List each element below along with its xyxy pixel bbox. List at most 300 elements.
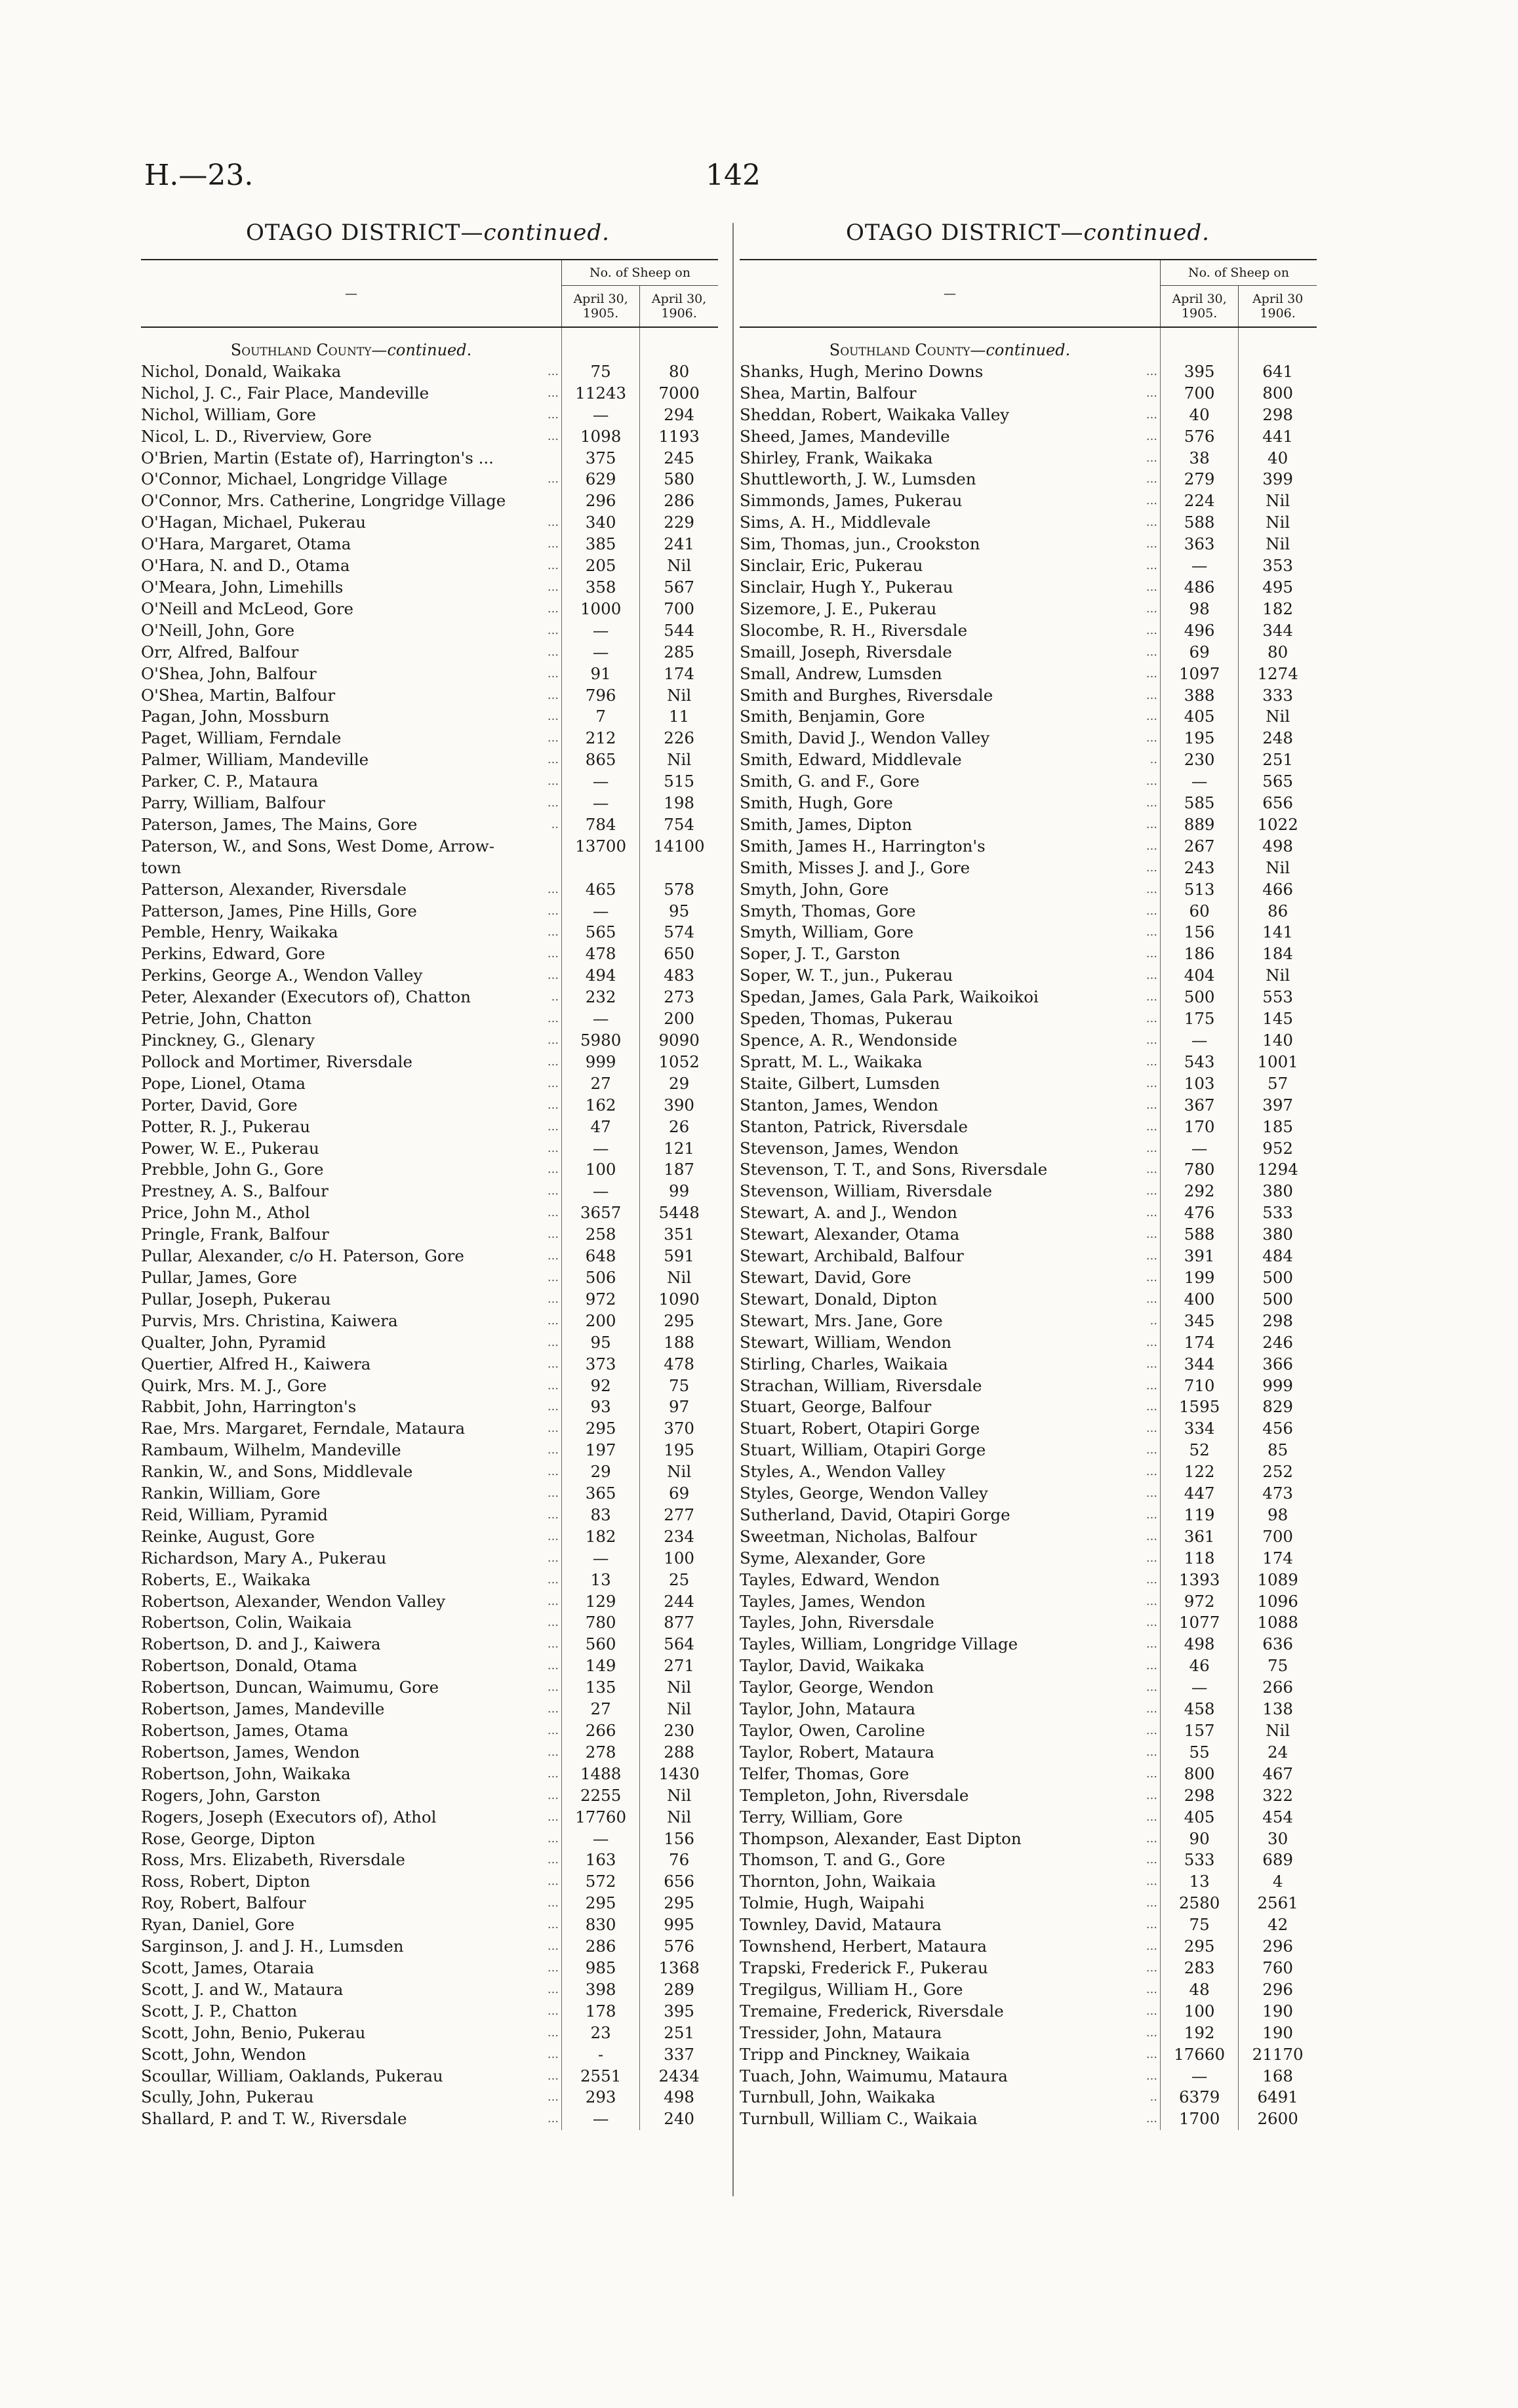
sheep-1905: 6379 bbox=[1161, 2087, 1239, 2108]
table-row bbox=[740, 1720, 1317, 1742]
leader-dots: ... bbox=[547, 1724, 559, 1737]
table-row bbox=[141, 1612, 718, 1634]
sheep-1905: 170 bbox=[1161, 1116, 1239, 1138]
table-row bbox=[141, 965, 718, 987]
leader-dots: ... bbox=[1146, 947, 1158, 961]
sheep-1906: 251 bbox=[1239, 749, 1317, 771]
sheep-1905: 1700 bbox=[1161, 2108, 1239, 2130]
table-row bbox=[141, 1505, 718, 1526]
holder-name: Stanton, Patrick, Riversdale bbox=[740, 1116, 969, 1136]
holder-name: Scott, John, Benio, Pukerau bbox=[141, 2023, 366, 2042]
holder-name: Sim, Thomas, jun., Crookston bbox=[740, 534, 980, 554]
sheep-1905: — bbox=[1161, 2066, 1239, 2087]
table-row bbox=[740, 685, 1317, 707]
table-row bbox=[141, 771, 718, 793]
table-row bbox=[141, 469, 718, 490]
leader-dots: ... bbox=[547, 1400, 559, 1414]
name-column-header: — bbox=[141, 260, 562, 327]
table-row bbox=[141, 1569, 718, 1591]
sheep-1906: 1274 bbox=[1239, 663, 1317, 685]
sheep-1906: 296 bbox=[1239, 1936, 1317, 1958]
sheep-1905: 298 bbox=[1161, 1785, 1239, 1807]
leader-dots: ... bbox=[1146, 1809, 1158, 1824]
holder-name: O'Meara, John, Limehills bbox=[141, 577, 344, 597]
sheep-1905: 498 bbox=[1161, 1634, 1239, 1655]
table-row bbox=[740, 1461, 1317, 1483]
sheep-1906: 1193 bbox=[640, 426, 718, 448]
leader-dots: ... bbox=[1146, 1012, 1158, 1026]
sheep-1906: Nil bbox=[640, 1267, 718, 1289]
sheep-1906: 185 bbox=[1239, 1116, 1317, 1138]
table-row bbox=[141, 1677, 718, 1699]
leader-dots: ... bbox=[547, 2112, 559, 2126]
sheep-1906: 591 bbox=[640, 1246, 718, 1267]
sheep-1906: 298 bbox=[1239, 1311, 1317, 1332]
sheep-1905: 149 bbox=[562, 1655, 640, 1677]
table-row bbox=[141, 383, 718, 405]
holder-name: Rabbit, John, Harrington's bbox=[141, 1397, 357, 1417]
holder-name: Stewart, Archibald, Balfour bbox=[740, 1246, 964, 1266]
sheep-1906: 700 bbox=[640, 599, 718, 620]
sheep-1905: 700 bbox=[1161, 383, 1239, 405]
sheep-1905: 972 bbox=[1161, 1591, 1239, 1613]
leader-dots: ... bbox=[547, 1313, 559, 1328]
sheep-1906: 240 bbox=[640, 2108, 718, 2130]
sheep-1905: 2255 bbox=[562, 1785, 640, 1807]
leader-dots: ... bbox=[547, 1270, 559, 1284]
table-row bbox=[141, 922, 718, 943]
leader-dots: ... bbox=[1146, 1141, 1158, 1155]
sheep-1906: 273 bbox=[640, 987, 718, 1008]
sheep-1906: 454 bbox=[1239, 1807, 1317, 1828]
holder-name: Ross, Robert, Dipton bbox=[141, 1872, 310, 1891]
leader-dots bbox=[545, 836, 561, 858]
leader-dots: ... bbox=[1146, 1702, 1158, 1716]
leader-dots: ... bbox=[547, 925, 559, 939]
holder-name: Templeton, John, Riversdale bbox=[740, 1785, 969, 1805]
holder-name: Smith, James, Dipton bbox=[740, 814, 912, 834]
sheep-1905: 985 bbox=[562, 1958, 640, 1979]
sheep-1905: 47 bbox=[562, 1116, 640, 1138]
sheep-1905: — bbox=[1161, 771, 1239, 793]
leader-dots: ... bbox=[547, 1637, 559, 1651]
leader-dots: ... bbox=[1146, 1206, 1158, 1220]
sheep-1906: 75 bbox=[640, 1375, 718, 1397]
sheep-1905: 103 bbox=[1161, 1073, 1239, 1095]
sheep-1905: 13 bbox=[1161, 1871, 1239, 1893]
leader-dots: ... bbox=[547, 1982, 559, 1996]
holder-name: Rose, George, Dipton bbox=[141, 1828, 315, 1848]
table-row bbox=[740, 1332, 1317, 1354]
holder-name: Townshend, Herbert, Mataura bbox=[740, 1937, 987, 1956]
holder-name: Tuach, John, Waimumu, Mataura bbox=[740, 2066, 1008, 2085]
leader-dots: ... bbox=[1146, 2025, 1158, 2040]
sheep-1905: 119 bbox=[1161, 1505, 1239, 1526]
table-row bbox=[740, 879, 1317, 901]
leader-dots: ... bbox=[547, 666, 559, 681]
holder-name: Robertson, Colin, Waikaia bbox=[141, 1613, 352, 1632]
leader-dots: ... bbox=[547, 1465, 559, 1479]
table-row bbox=[740, 901, 1317, 922]
holder-name: Rae, Mrs. Margaret, Ferndale, Mataura bbox=[141, 1419, 466, 1438]
sheep-1906: 246 bbox=[1239, 1332, 1317, 1354]
table-row bbox=[740, 1979, 1317, 2001]
page-number: 142 bbox=[706, 159, 761, 192]
leader-dots: ... bbox=[547, 2047, 559, 2061]
leader-dots: ... bbox=[1146, 1033, 1158, 1047]
holder-name: Ryan, Daniel, Gore bbox=[141, 1915, 295, 1935]
sheep-1905: 27 bbox=[562, 1699, 640, 1720]
holder-name: Spedan, James, Gala Park, Waikoikoi bbox=[740, 987, 1039, 1007]
sheep-1906: 2600 bbox=[1239, 2108, 1317, 2130]
holder-name: Smith and Burghes, Riversdale bbox=[740, 685, 993, 705]
table-row bbox=[141, 448, 718, 469]
holder-name: Smyth, Thomas, Gore bbox=[740, 901, 916, 920]
holder-name: Robertson, John, Waikaka bbox=[141, 1764, 351, 1783]
sheep-1906: 174 bbox=[1239, 1548, 1317, 1569]
sheep-1905: 90 bbox=[1161, 1828, 1239, 1850]
holder-name: Price, John M., Athol bbox=[141, 1203, 310, 1223]
sheep-1905: 230 bbox=[1161, 749, 1239, 771]
table-row bbox=[141, 577, 718, 599]
table-row bbox=[141, 1030, 718, 1052]
sheep-1906: 399 bbox=[1239, 469, 1317, 490]
sheep-1905: 195 bbox=[1161, 728, 1239, 749]
table-row bbox=[141, 1224, 718, 1246]
holder-name: Pinckney, G., Glenary bbox=[141, 1031, 315, 1050]
holder-name: Patterson, Alexander, Riversdale bbox=[141, 879, 407, 899]
holder-name: Nicol, L. D., Riverview, Gore bbox=[141, 426, 372, 446]
table-row bbox=[740, 1396, 1317, 1418]
table-row bbox=[141, 1699, 718, 1720]
county-subheading: Southland County—continued. bbox=[829, 341, 1071, 359]
holder-name: Soper, W. T., jun., Pukerau bbox=[740, 966, 953, 985]
sheep-1906: 121 bbox=[640, 1138, 718, 1160]
sheep-1906: 86 bbox=[1239, 901, 1317, 922]
holder-name: O'Neill and McLeod, Gore bbox=[141, 599, 354, 618]
table-row bbox=[141, 2108, 718, 2130]
left-table bbox=[141, 259, 718, 2130]
sheep-1906: 754 bbox=[640, 814, 718, 836]
sheep-1906: 230 bbox=[640, 1720, 718, 1742]
sheep-1905: — bbox=[1161, 1030, 1239, 1052]
table-row bbox=[740, 1095, 1317, 1116]
sheep-1906: 999 bbox=[1239, 1375, 1317, 1397]
table-row bbox=[740, 858, 1317, 879]
sheep-1905: 135 bbox=[562, 1677, 640, 1699]
leader-dots: ... bbox=[547, 774, 559, 789]
sheep-1905: — bbox=[562, 1138, 640, 1160]
leader-dots: .. bbox=[551, 817, 559, 831]
sheep-1905: 543 bbox=[1161, 1052, 1239, 1073]
sheep-1906: 2434 bbox=[640, 2066, 718, 2087]
leader-dots: ... bbox=[547, 709, 559, 724]
leader-dots: ... bbox=[1146, 580, 1158, 594]
sheep-1905: 75 bbox=[1161, 1914, 1239, 1936]
holder-name: Tayles, Edward, Wendon bbox=[740, 1569, 940, 1589]
sheep-1906: 952 bbox=[1239, 1138, 1317, 1160]
sheep-1906: 244 bbox=[640, 1591, 718, 1613]
sheep-1906: Nil bbox=[640, 1699, 718, 1720]
holder-name: Palmer, William, Mandeville bbox=[141, 750, 369, 770]
leader-dots: ... bbox=[1146, 1400, 1158, 1414]
sheep-1905: — bbox=[562, 901, 640, 922]
holder-name: Shanks, Hugh, Merino Downs bbox=[740, 361, 984, 381]
leader-dots: ... bbox=[547, 1529, 559, 1543]
leader-dots: ... bbox=[547, 364, 559, 378]
holder-name: Smyth, William, Gore bbox=[740, 922, 914, 942]
holder-name: Paterson, W., and Sons, West Dome, Arrow- bbox=[141, 836, 495, 856]
leader-dots: ... bbox=[1146, 1335, 1158, 1349]
sheep-1905: 367 bbox=[1161, 1095, 1239, 1116]
holder-name: Smaill, Joseph, Riversdale bbox=[740, 642, 952, 661]
table-row bbox=[141, 2044, 718, 2066]
sheep-1905: 780 bbox=[1161, 1159, 1239, 1181]
sheep-1906: 190 bbox=[1239, 2001, 1317, 2023]
holder-name: Stuart, William, Otapiri Gorge bbox=[740, 1440, 986, 1460]
table-row bbox=[141, 1354, 718, 1375]
leader-dots: ... bbox=[547, 753, 559, 767]
sheep-1905: 156 bbox=[1161, 922, 1239, 943]
sheep-1906: 184 bbox=[1239, 943, 1317, 965]
sheep-1905: 1077 bbox=[1161, 1612, 1239, 1634]
holder-name: Scully, John, Pukerau bbox=[141, 2087, 314, 2107]
holder-name: Pringle, Frank, Balfour bbox=[141, 1225, 329, 1244]
leader-dots: ... bbox=[1146, 364, 1158, 378]
sheep-1905: 796 bbox=[562, 685, 640, 707]
holder-name: Thompson, Alexander, East Dipton bbox=[740, 1828, 1022, 1848]
sheep-1906: 229 bbox=[640, 512, 718, 534]
holder-name: Petrie, John, Chatton bbox=[141, 1009, 312, 1029]
table-row bbox=[740, 361, 1317, 383]
table-row bbox=[141, 1958, 718, 1979]
sheep-1905: 52 bbox=[1161, 1440, 1239, 1461]
table-row bbox=[141, 1936, 718, 1958]
leader-dots: ... bbox=[547, 1119, 559, 1134]
title-main: OTAGO DISTRICT— bbox=[846, 220, 1084, 246]
sheep-1905: 182 bbox=[562, 1526, 640, 1548]
leader-dots: ... bbox=[547, 1292, 559, 1306]
leader-dots: ... bbox=[1146, 2068, 1158, 2083]
holder-name: Tayles, John, Riversdale bbox=[740, 1613, 934, 1632]
leader-dots: ... bbox=[547, 903, 559, 918]
sheep-1905: 93 bbox=[562, 1396, 640, 1418]
sheep-1906: 689 bbox=[1239, 1849, 1317, 1871]
holder-name: Shuttleworth, J. W., Lumsden bbox=[740, 469, 976, 489]
leader-dots: ... bbox=[547, 1788, 559, 1802]
table-row bbox=[141, 1246, 718, 1267]
sheep-1905: 780 bbox=[562, 1612, 640, 1634]
sheep-1906: 200 bbox=[640, 1008, 718, 1030]
sheep-1906: 641 bbox=[1239, 361, 1317, 383]
sheep-1905: 258 bbox=[562, 1224, 640, 1246]
table-row bbox=[740, 1526, 1317, 1548]
sheep-1905: 17660 bbox=[1161, 2044, 1239, 2066]
table-row bbox=[141, 490, 718, 512]
sheep-1906: 498 bbox=[1239, 836, 1317, 858]
holder-name: Sinclair, Hugh Y., Pukerau bbox=[740, 577, 953, 597]
sheep-1905: 192 bbox=[1161, 2023, 1239, 2044]
table-row bbox=[141, 987, 718, 1008]
leader-dots: ... bbox=[547, 1594, 559, 1608]
leader-dots: ... bbox=[1146, 1680, 1158, 1695]
sheep-1905: 588 bbox=[1161, 512, 1239, 534]
sheep-1906: 69 bbox=[640, 1483, 718, 1505]
table-row bbox=[740, 793, 1317, 814]
sheep-1906: 286 bbox=[640, 490, 718, 512]
sheep-1906: 295 bbox=[640, 1311, 718, 1332]
sheep-1905: 100 bbox=[1161, 2001, 1239, 2023]
sheep-1906: 9090 bbox=[640, 1030, 718, 1052]
table-row bbox=[740, 1202, 1317, 1224]
table-row bbox=[740, 1440, 1317, 1461]
sheep-1906: Nil bbox=[1239, 1720, 1317, 1742]
table-row bbox=[141, 1742, 718, 1764]
leader-dots: ... bbox=[547, 1076, 559, 1090]
holder-name: Stewart, William, Wendon bbox=[740, 1332, 952, 1352]
leader-dots: ... bbox=[547, 2068, 559, 2083]
sheep-1906: 484 bbox=[1239, 1246, 1317, 1267]
sheep-1906: 1052 bbox=[640, 1052, 718, 1073]
sheep-1906: 75 bbox=[1239, 1655, 1317, 1677]
sheep-1906 bbox=[640, 858, 718, 879]
leader-dots: ... bbox=[547, 1378, 559, 1392]
sheep-1906: 395 bbox=[640, 2001, 718, 2023]
sheep-1906: 25 bbox=[640, 1569, 718, 1591]
sheep-1905: 283 bbox=[1161, 1958, 1239, 1979]
sheep-1906: 226 bbox=[640, 728, 718, 749]
sheep-1905: 197 bbox=[562, 1440, 640, 1461]
sheep-1905: 889 bbox=[1161, 814, 1239, 836]
sheep-1906: 7000 bbox=[640, 383, 718, 405]
table-row bbox=[141, 1785, 718, 1807]
table-row bbox=[141, 793, 718, 814]
table-row bbox=[740, 1267, 1317, 1289]
table-row bbox=[141, 1052, 718, 1073]
sheep-table bbox=[141, 259, 718, 2130]
sheep-1906: 182 bbox=[1239, 599, 1317, 620]
sheep-1906: Nil bbox=[1239, 534, 1317, 555]
sheep-1906: Nil bbox=[640, 749, 718, 771]
sheep-1906: 995 bbox=[640, 1914, 718, 1936]
sheep-1905: 513 bbox=[1161, 879, 1239, 901]
holder-name: Purvis, Mrs. Christina, Kaiwera bbox=[141, 1311, 398, 1330]
sheep-1905: 163 bbox=[562, 1849, 640, 1871]
table-row bbox=[141, 663, 718, 685]
sheep-1906: Nil bbox=[640, 555, 718, 577]
holder-name: Robertson, Alexander, Wendon Valley bbox=[141, 1591, 446, 1611]
table-row bbox=[141, 1396, 718, 1418]
leader-dots: ... bbox=[1146, 990, 1158, 1004]
table-row bbox=[740, 469, 1317, 490]
holder-name: Orr, Alfred, Balfour bbox=[141, 642, 299, 661]
leader-dots: ... bbox=[1146, 450, 1158, 465]
sheep-1906: 515 bbox=[640, 771, 718, 793]
holder-name: Smith, Edward, Middlevale bbox=[740, 750, 962, 770]
table-row bbox=[740, 512, 1317, 534]
sheep-1906: 656 bbox=[1239, 793, 1317, 814]
leader-dots: ... bbox=[1146, 1097, 1158, 1112]
holder-name: Smith, G. and F., Gore bbox=[740, 772, 920, 791]
table-row bbox=[141, 426, 718, 448]
sheep-1905: 100 bbox=[562, 1159, 640, 1181]
sheep-1905: 476 bbox=[1161, 1202, 1239, 1224]
table-row bbox=[740, 383, 1317, 405]
sheep-1905: 295 bbox=[562, 1893, 640, 1914]
sheep-1905: 560 bbox=[562, 1634, 640, 1655]
table-row bbox=[141, 1461, 718, 1483]
holder-name: Stewart, David, Gore bbox=[740, 1267, 911, 1287]
sheep-1906: 271 bbox=[640, 1655, 718, 1677]
sheep-1905: 3657 bbox=[562, 1202, 640, 1224]
table-row bbox=[740, 2044, 1317, 2066]
leader-dots: ... bbox=[1146, 1939, 1158, 1954]
table-row bbox=[141, 2023, 718, 2044]
leader-dots: ... bbox=[547, 1507, 559, 1522]
table-row bbox=[740, 620, 1317, 642]
holder-name: Scoullar, William, Oaklands, Pukerau bbox=[141, 2066, 443, 2085]
sheep-1905: 55 bbox=[1161, 1742, 1239, 1764]
sheep-1905: 648 bbox=[562, 1246, 640, 1267]
sheep-1905: 162 bbox=[562, 1095, 640, 1116]
sheep-1905: 395 bbox=[1161, 361, 1239, 383]
holder-name: Turnbull, John, Waikaka bbox=[740, 2087, 936, 2107]
sheep-1905: 174 bbox=[1161, 1332, 1239, 1354]
table-row bbox=[141, 1483, 718, 1505]
sheep-1906: 100 bbox=[640, 1548, 718, 1569]
sheep-1905: 157 bbox=[1161, 1720, 1239, 1742]
table-row bbox=[740, 1655, 1317, 1677]
leader-dots: ... bbox=[1146, 1594, 1158, 1608]
table-row bbox=[740, 426, 1317, 448]
sheep-1905: 375 bbox=[562, 448, 640, 469]
leader-dots: ... bbox=[1146, 1162, 1158, 1177]
holder-name: Sheed, James, Mandeville bbox=[740, 426, 950, 446]
leader-dots: ... bbox=[1146, 515, 1158, 530]
leader-dots: ... bbox=[1146, 2003, 1158, 2018]
sheep-1905: 75 bbox=[562, 361, 640, 383]
holder-name: town bbox=[141, 858, 182, 877]
holder-name: Ross, Mrs. Elizabeth, Riversdale bbox=[141, 1850, 405, 1870]
table-row bbox=[141, 836, 718, 858]
right-column-title bbox=[846, 220, 1210, 246]
sheep-1905: - bbox=[562, 2044, 640, 2066]
sheep-1905: 710 bbox=[1161, 1375, 1239, 1397]
table-row bbox=[740, 1138, 1317, 1160]
sheep-1906: 288 bbox=[640, 1742, 718, 1764]
table-row bbox=[141, 1548, 718, 1569]
holder-name: Peter, Alexander (Executors of), Chatton bbox=[141, 987, 471, 1007]
holder-name: O'Hara, Margaret, Otama bbox=[141, 534, 351, 554]
holder-name: Stirling, Charles, Waikaia bbox=[740, 1354, 948, 1373]
holder-name: Smith, Misses J. and J., Gore bbox=[740, 858, 970, 877]
leader-dots: ... bbox=[547, 1249, 559, 1263]
leader-dots: ... bbox=[1146, 1960, 1158, 1975]
sheep-1906: 1430 bbox=[640, 1764, 718, 1785]
holder-name: Scott, J. and W., Mataura bbox=[141, 1979, 344, 1999]
leader-dots: ... bbox=[547, 644, 559, 659]
table-row bbox=[141, 1267, 718, 1289]
sheep-1906: 198 bbox=[640, 793, 718, 814]
sheep-1906: 656 bbox=[640, 1871, 718, 1893]
sheep-1906: 353 bbox=[1239, 555, 1317, 577]
leader-dots: ... bbox=[1146, 903, 1158, 918]
leader-dots: ... bbox=[547, 1206, 559, 1220]
leader-dots: ... bbox=[547, 1572, 559, 1587]
sheep-1905: — bbox=[562, 1548, 640, 1569]
holder-name: Smith, David J., Wendon Valley bbox=[740, 728, 990, 748]
leader-dots: ... bbox=[547, 1766, 559, 1781]
